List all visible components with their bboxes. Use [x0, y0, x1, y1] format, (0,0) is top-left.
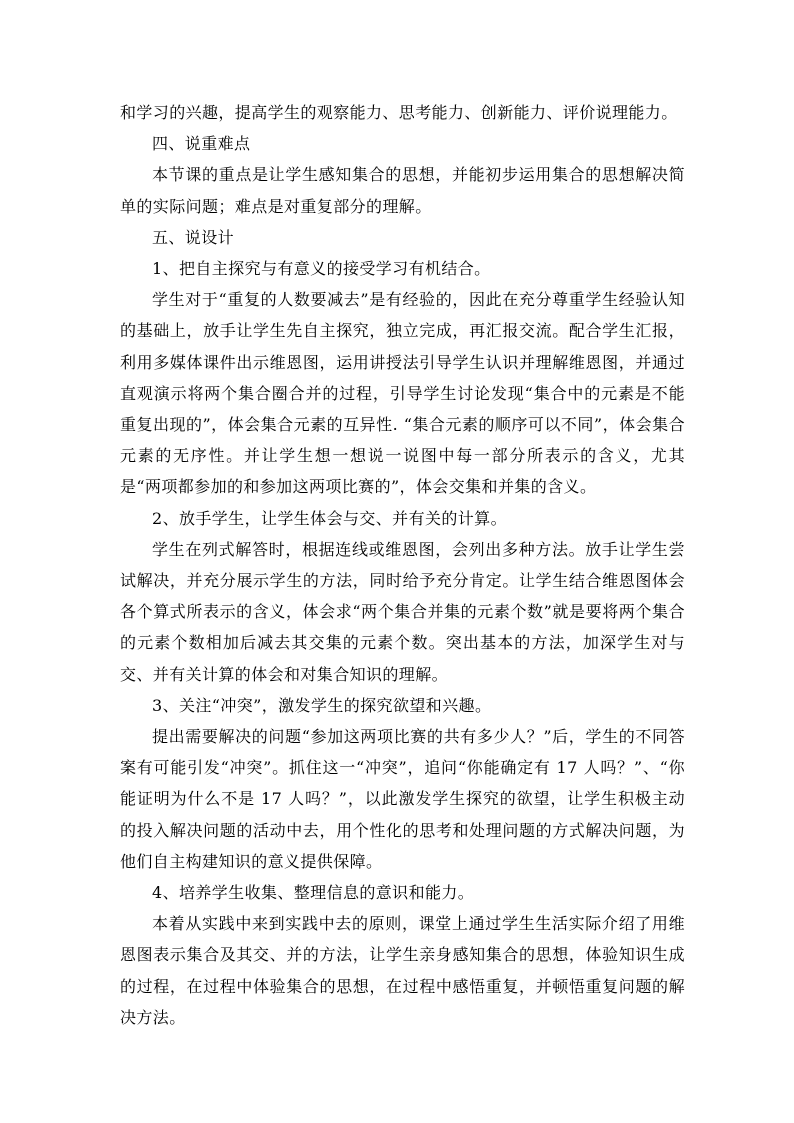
subheading-4: 4、培养学生收集、整理信息的意识和能力。 — [152, 883, 475, 903]
document-page — [120, 97, 685, 1033]
paragraph-key-points: 本节课的重点是让学生感知集合的思想，并能初步运用集合的思想解决简单的实际问题；难点是对重复部分的理解。 — [120, 165, 685, 216]
paragraph-2: 学生在列式解答时，根据连线或维恩图，会列出多种方法。放手让学生尝试解决，并充分展示学生的方法，同时给予充分肯定。让学生结合维恩图体会各个算式所表示的含义，体会求“两个集合并集的元素个数”就是要将两个集合的元素个数相加后减去其交集的元素个数。突出基本的方法，加深学生对与交、并有关计算的体会和对集合知识的理解。 — [120, 539, 685, 684]
subheading-1: 1、把自主探究与有意义的接受学习有机结合。 — [152, 259, 491, 279]
paragraph-3: 提出需要解决的问题“参加这两项比赛的共有多少人？”后，学生的不同答案有可能引发“冲突”。抓住这一“冲突”，追问“你能确定有 17 人吗？”、“你能证明为什么不是 17 人吗？”，以此激发学生探究的欲望，让学生积极主动的投入解决问题的活动中去，用个性化的思考和处理问题的方式解决问题，为他们自主构建知识的意义提供保障。 — [120, 727, 685, 871]
paragraph-1: 学生对于“重复的人数要减去”是有经验的，因此在充分尊重学生经验认知的基础上，放手让学生先自主探究，独立完成，再汇报交流。配合学生汇报，利用多媒体课件出示维恩图，运用讲授法引导学生认识并理解维恩图，并通过直观演示将两个集合圈合并的过程，引导学生讨论发现“集合中的元素是不能重复出现的”，体会集合元素的互异性. “集合元素的顺序可以不同”，体会集合元素的无序性。并让学生想一想说一说图中每一部分所表示的含义，尤其是“两项都参加的和参加这两项比赛的”，体会交集和并集的含义。 — [120, 290, 685, 497]
subheading-2: 2、放手学生，让学生体会与交、并有关的计算。 — [152, 508, 507, 528]
heading-design: 五、说设计 — [152, 227, 235, 247]
subheading-3: 3、关注“冲突”，激发学生的探究欲望和兴趣。 — [152, 695, 492, 715]
paragraph-continuation: 和学习的兴趣，提高学生的观察能力、思考能力、创新能力、评价说理能力。 — [120, 103, 678, 122]
heading-key-difficult-points: 四、说重难点 — [152, 134, 251, 154]
paragraph-4: 本着从实践中来到实践中去的原则，课堂上通过学生生活实际介绍了用维恩图表示集合及其交、并的方法，让学生亲身感知集合的思想，体验知识生成的过程，在过程中体验集合的思想，在过程中感悟重复，并顿悟重复问题的解决方法。 — [120, 914, 685, 1027]
